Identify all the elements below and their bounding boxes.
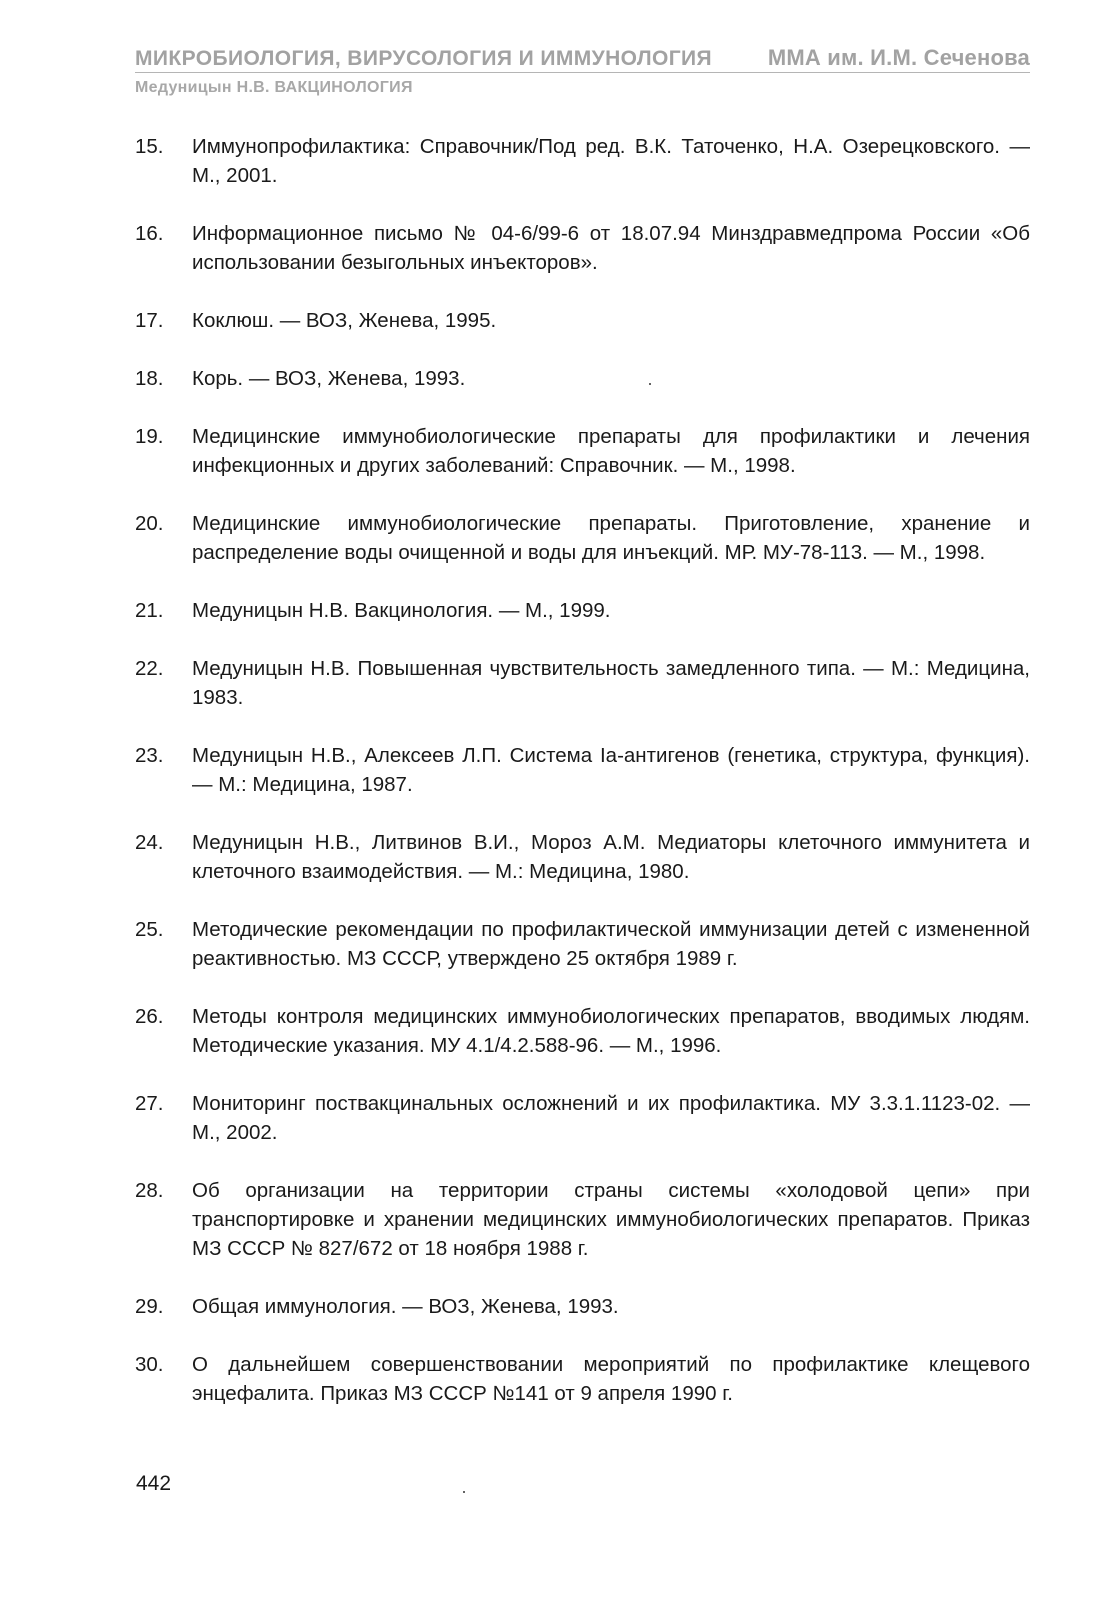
reference-text: Мониторинг поствакцинальных осложнений и их профилактика. МУ 3.3.1.1123-02. — М., 2002. — [192, 1092, 1030, 1144]
reference-number: 22. — [135, 657, 164, 680]
reference-text: Медицинские иммунобиологические препараты для профилактики и лечения инфекционных и других заболеваний: Справочник. — М., 1998. — [192, 425, 1030, 477]
reference-item — [135, 915, 1030, 973]
reference-number: 27. — [135, 1092, 164, 1115]
scan-speck — [649, 383, 651, 385]
reference-number: 21. — [135, 599, 164, 622]
reference-item — [135, 741, 1030, 799]
reference-text: Корь. — ВОЗ, Женева, 1993. — [192, 367, 466, 390]
reference-number: 26. — [135, 1005, 164, 1028]
reference-item — [135, 1089, 1030, 1147]
reference-number: 15. — [135, 135, 164, 158]
reference-number: 30. — [135, 1353, 164, 1376]
reference-item — [135, 422, 1030, 480]
reference-number: 24. — [135, 831, 164, 854]
header-top-line — [135, 45, 1030, 73]
reference-item — [135, 596, 1030, 625]
reference-item — [135, 828, 1030, 886]
header-institution: ММА им. И.М. Сеченова — [767, 45, 1030, 70]
reference-number: 25. — [135, 918, 164, 941]
reference-number: 28. — [135, 1179, 164, 1202]
header-subject: МИКРОБИОЛОГИЯ, ВИРУСОЛОГИЯ И ИММУНОЛОГИЯ — [135, 47, 713, 70]
reference-text: Информационное письмо № 04-6/99-6 от 18.07.94 Минздравмедпрома России «Об использовании безыгольных инъекторов». — [192, 222, 1030, 274]
reference-item — [135, 306, 1030, 335]
reference-item — [135, 364, 1030, 393]
header-book-title: Медуницын Н.В. ВАКЦИНОЛОГИЯ — [135, 79, 413, 96]
reference-number: 20. — [135, 512, 164, 535]
reference-text: Медуницын Н.В. Вакцинология. — М., 1999. — [192, 599, 611, 622]
reference-text: Коклюш. — ВОЗ, Женева, 1995. — [192, 309, 497, 332]
reference-item — [135, 1350, 1030, 1408]
reference-text: Медицинские иммунобиологические препараты. Приготовление, хранение и распределение воды очищенной и воды для инъекций. МР. МУ-78-113. — М., 1998. — [192, 512, 1030, 564]
reference-text: Методы контроля медицинских иммунобиологических препаратов, вводимых людям. Методические указания. МУ 4.1/4.2.588-96. — М., 1996. — [192, 1005, 1030, 1057]
reference-item — [135, 132, 1030, 190]
reference-text: Об организации на территории страны системы «холодовой цепи» при транспортировке и хранении медицинских иммунобиологических препаратов. Приказ МЗ СССР № 827/672 от 18 ноября 1988 г. — [192, 1179, 1030, 1260]
scan-speck — [463, 1491, 465, 1493]
reference-item — [135, 1292, 1030, 1321]
reference-number: 23. — [135, 744, 164, 767]
reference-text: Медуницын Н.В., Алексеев Л.П. Система Ia-антигенов (генетика, структура, функция). — М.: Медицина, 1987. — [192, 744, 1030, 796]
reference-number: 17. — [135, 309, 164, 332]
reference-text: О дальнейшем совершенствовании мероприятий по профилактике клещевого энцефалита. Приказ МЗ СССР №141 от 9 апреля 1990 г. — [192, 1353, 1030, 1405]
reference-item — [135, 1002, 1030, 1060]
reference-number: 18. — [135, 367, 164, 390]
running-header — [135, 45, 1030, 97]
reference-text: Медуницын Н.В. Повышенная чувствительность замедленного типа. — М.: Медицина, 1983. — [192, 657, 1030, 709]
reference-number: 16. — [135, 222, 164, 245]
reference-number: 19. — [135, 425, 164, 448]
reference-item — [135, 654, 1030, 712]
page-number: 442 — [136, 1472, 172, 1495]
reference-number: 29. — [135, 1295, 164, 1318]
reference-item — [135, 219, 1030, 277]
reference-text: Иммунопрофилактика: Справочник/Под ред. В.К. Таточенко, Н.А. Озерецковского. — М., 2001. — [192, 135, 1030, 187]
reference-item — [135, 1176, 1030, 1263]
reference-text: Методические рекомендации по профилактической иммунизации детей с измененной реактивностью. МЗ СССР, утверждено 25 октября 1989 г. — [192, 918, 1030, 970]
reference-item — [135, 509, 1030, 567]
reference-text: Общая иммунология. — ВОЗ, Женева, 1993. — [192, 1295, 619, 1318]
reference-list — [135, 132, 1030, 1437]
reference-text: Медуницын Н.В., Литвинов В.И., Мороз А.М. Медиаторы клеточного иммунитета и клеточного взаимодействия. — М.: Медицина, 1980. — [192, 831, 1030, 883]
